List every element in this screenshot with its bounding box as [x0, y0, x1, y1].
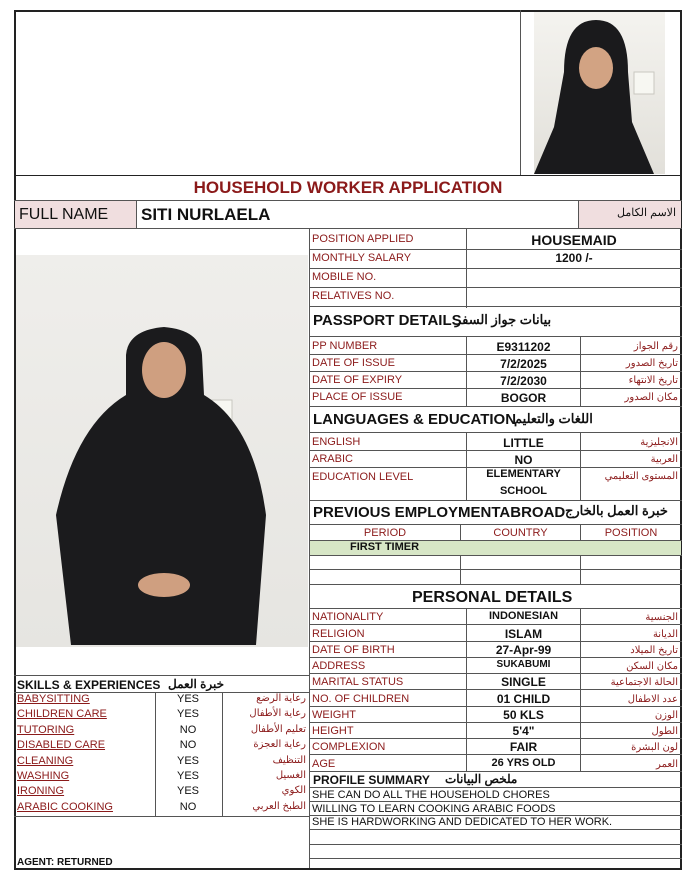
- personal-arabic: مكان السكن: [626, 661, 678, 672]
- skill-value: YES: [176, 754, 199, 767]
- education-label: EDUCATION LEVEL: [312, 471, 414, 483]
- skill-label: DISABLED CARE: [17, 739, 106, 752]
- personal-label: DATE OF BIRTH: [312, 644, 395, 656]
- passport-heading: PASSPORT DETAILS: [313, 312, 462, 329]
- personal-value: 01 CHILD: [496, 692, 551, 706]
- personal-value: ISLAM: [504, 627, 543, 641]
- date-of-issue-value: 7/2/2025: [500, 357, 547, 371]
- education-value: ELEMENTARY: [486, 468, 561, 480]
- personal-arabic: العمر: [656, 759, 678, 770]
- applicant-photo-large: [16, 255, 308, 647]
- education-value-2: SCHOOL: [499, 485, 548, 497]
- arabic-arabic: العربية: [650, 454, 678, 465]
- skill-value: YES: [176, 785, 199, 798]
- personal-label: NATIONALITY: [312, 611, 384, 623]
- skill-value: YES: [176, 770, 199, 782]
- skill-label: WASHING: [17, 770, 70, 782]
- skill-value: YES: [176, 693, 199, 705]
- skills-heading: SKILLS & EXPERIENCES: [17, 678, 161, 692]
- employment-heading-arabic: خبرة العمل بالخارج: [565, 503, 668, 518]
- personal-label: AGE: [312, 758, 336, 770]
- personal-value: FAIR: [509, 740, 538, 754]
- skill-arabic: الغسيل: [275, 770, 306, 781]
- skill-label: CLEANING: [17, 754, 74, 767]
- profile-line-1: SHE CAN DO ALL THE HOUSEHOLD CHORES: [312, 789, 550, 801]
- skill-value: NO: [179, 723, 197, 736]
- personal-arabic: الجنسية: [645, 612, 678, 623]
- pp-number-arabic: رقم الجواز: [633, 341, 678, 352]
- personal-label: NO. OF CHILDREN: [312, 693, 410, 705]
- profile-heading: PROFILE SUMMARY: [313, 773, 430, 787]
- first-timer: FIRST TIMER: [350, 541, 420, 553]
- personal-value: SINGLE: [501, 675, 546, 689]
- skill-arabic: رعاية العجزة: [253, 739, 306, 751]
- personal-value: 5'4": [512, 724, 535, 738]
- skill-value: NO: [179, 800, 197, 813]
- date-of-expiry-value: 7/2/2030: [500, 374, 547, 388]
- skills-heading-arabic: خبرة العمل: [168, 677, 225, 691]
- position-applied-value: HOUSEMAID: [531, 232, 617, 248]
- personal-value: 27-Apr-99: [495, 643, 552, 657]
- languages-heading: LANGUAGES & EDUCATION: [313, 411, 517, 428]
- full-name-arabic: الاسم الكامل: [617, 207, 676, 219]
- personal-value: INDONESIAN: [488, 610, 559, 622]
- pp-number-label: PP NUMBER: [312, 340, 378, 352]
- skill-label: TUTORING: [17, 723, 75, 736]
- skill-arabic: الكوي: [281, 785, 306, 797]
- personal-arabic: الوزن: [654, 710, 678, 721]
- languages-heading-arabic: اللغات والتعليم: [514, 411, 593, 426]
- date-of-issue-label: DATE OF ISSUE: [312, 357, 395, 369]
- position-applied-label: POSITION APPLIED: [312, 233, 414, 245]
- passport-heading-arabic: بيانات جواز السفر: [455, 312, 552, 327]
- skill-arabic: الطبخ العربي: [252, 800, 306, 812]
- personal-value: 50 KLS: [503, 708, 544, 722]
- skill-label: BABYSITTING: [17, 693, 90, 705]
- personal-value: 26 YRS OLD: [491, 757, 556, 769]
- form-title: HOUSEHOLD WORKER APPLICATION: [193, 178, 503, 197]
- mobile-no-label: MOBILE NO.: [312, 271, 377, 283]
- personal-heading: PERSONAL DETAILS: [412, 589, 573, 606]
- skill-arabic: رعاية الأطفال: [249, 708, 306, 720]
- profile-line-3: SHE IS HARDWORKING AND DEDICATED TO HER WORK.: [312, 816, 613, 828]
- personal-arabic: الحالة الاجتماعية: [610, 677, 678, 688]
- agent-label: AGENT: RETURNED: [17, 857, 113, 868]
- personal-label: COMPLEXION: [312, 741, 386, 753]
- skill-label: IRONING: [17, 785, 65, 798]
- full-name-value: SITI NURLAELA: [141, 205, 271, 224]
- personal-label: RELIGION: [312, 628, 365, 640]
- personal-arabic: عدد الاطفال: [627, 694, 678, 705]
- education-arabic: المستوى التعليمي: [604, 471, 678, 482]
- personal-label: MARITAL STATUS: [312, 676, 404, 688]
- place-of-issue-value: BOGOR: [500, 391, 547, 405]
- date-of-issue-arabic: تاريخ الصدور: [625, 358, 678, 369]
- profile-line-2: WILLING TO LEARN COOKING ARABIC FOODS: [312, 803, 556, 815]
- profile-heading-arabic: ملخص البيانات: [445, 772, 518, 786]
- arabic-label: ARABIC: [312, 453, 353, 465]
- skill-label: CHILDREN CARE: [17, 708, 107, 721]
- relatives-no-label: RELATIVES NO.: [312, 290, 395, 302]
- employment-col-position: POSITION: [604, 527, 658, 539]
- english-arabic: الانجليزية: [640, 437, 678, 448]
- applicant-photo-small: [534, 12, 665, 174]
- personal-arabic: لون البشرة: [631, 742, 678, 753]
- personal-arabic: الديانة: [652, 629, 678, 640]
- place-of-issue-arabic: مكان الصدور: [624, 392, 678, 403]
- date-of-expiry-arabic: تاريخ الانتهاء: [628, 375, 678, 386]
- skill-value: NO: [179, 739, 197, 752]
- personal-value: SUKABUMI: [496, 659, 551, 670]
- skill-label: ARABIC COOKING: [17, 800, 113, 813]
- personal-label: HEIGHT: [312, 725, 354, 737]
- monthly-salary-value: 1200 /-: [555, 251, 593, 265]
- employment-col-period: PERIOD: [363, 527, 407, 539]
- personal-label: WEIGHT: [312, 709, 356, 721]
- place-of-issue-label: PLACE OF ISSUE: [312, 391, 403, 403]
- employment-col-country: COUNTRY: [493, 527, 548, 539]
- date-of-expiry-label: DATE OF EXPIRY: [312, 374, 403, 386]
- english-label: ENGLISH: [312, 436, 361, 448]
- employment-heading: PREVIOUS EMPLOYMENTABROAD: [313, 504, 566, 521]
- pp-number-value: E9311202: [496, 340, 551, 354]
- skill-arabic: تعليم الأطفال: [250, 723, 306, 735]
- skill-arabic: التنظيف: [272, 754, 306, 766]
- personal-label: ADDRESS: [312, 660, 366, 672]
- skill-value: YES: [176, 708, 199, 721]
- monthly-salary-label: MONTHLY SALARY: [312, 252, 412, 264]
- personal-arabic: الطول: [651, 726, 678, 737]
- skill-arabic: رعاية الرضع: [256, 693, 306, 704]
- personal-arabic: تاريخ الميلاد: [630, 645, 678, 656]
- full-name-label: FULL NAME: [19, 206, 109, 223]
- arabic-value: NO: [514, 453, 533, 467]
- english-value: LITTLE: [503, 436, 544, 450]
